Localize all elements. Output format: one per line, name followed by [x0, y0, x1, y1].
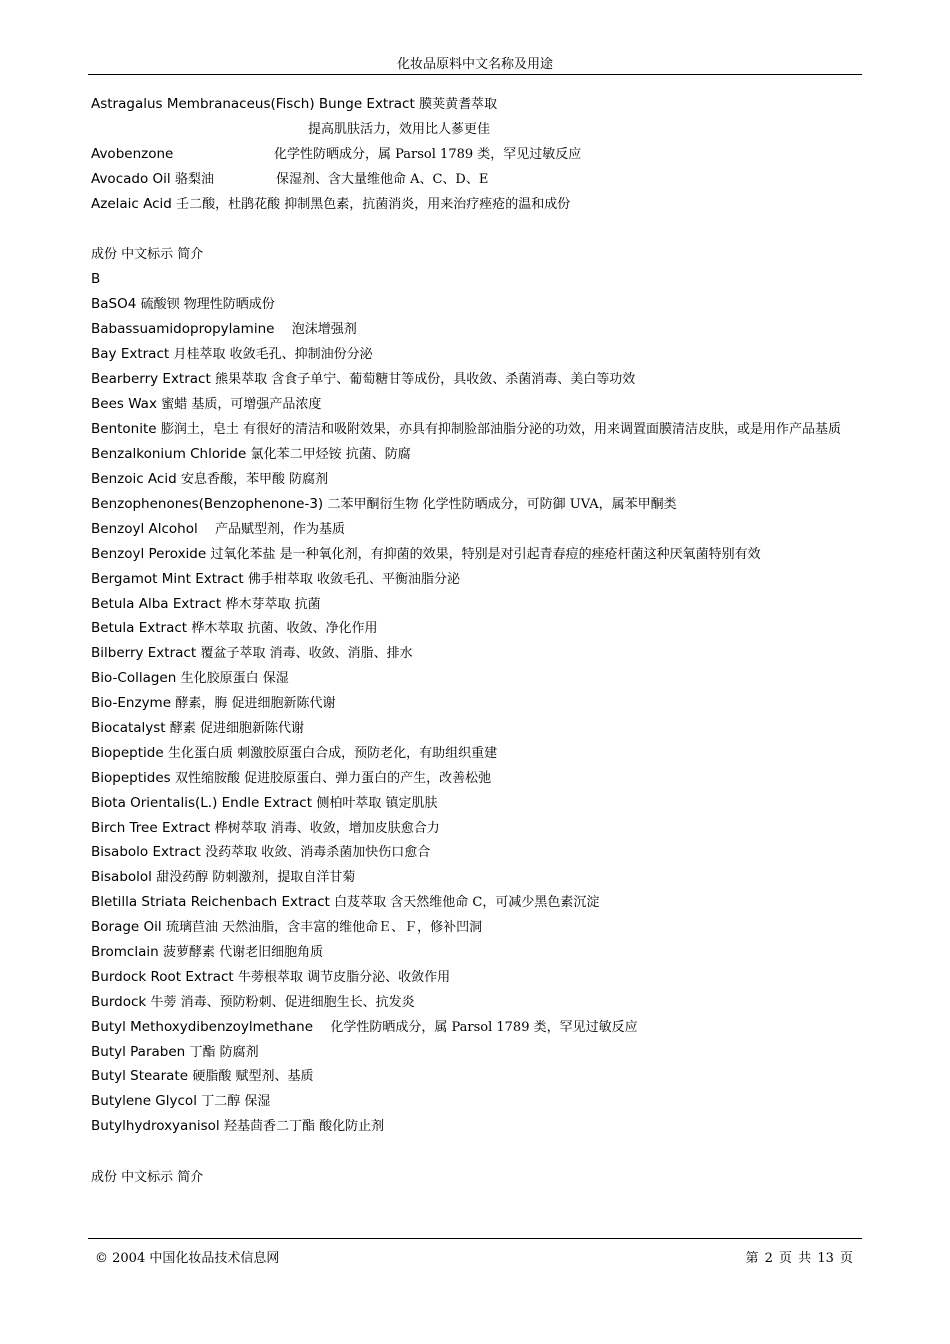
ingredient-name: Butyl Stearate	[91, 1068, 189, 1085]
ingredient-description: 壬二酸，杜鹃花酸 抑制黑色素，抗菌消炎，用来治疗痤疮的温和成份	[176, 196, 571, 212]
ingredient-description: 硫酸钡 物理性防晒成份	[140, 297, 275, 313]
ingredient-description: 牛蒡根萃取 调节皮脂分泌、收敛作用	[238, 969, 451, 985]
footer-page-number: 第 2 页 共 13 页	[745, 1251, 853, 1266]
ingredient-description: 酵素 促进细胞新陈代谢	[169, 720, 305, 736]
list-item	[91, 1064, 861, 1089]
ingredient-description: 生化胶原蛋白 保湿	[180, 671, 289, 687]
ingredient-description: 没药萃取 收敛、消毒杀菌加快伤口愈合	[205, 845, 431, 861]
list-item	[91, 467, 861, 492]
ingredient-name: Bilberry Extract	[91, 645, 197, 662]
ingredient-description: 膜荚黄耆萃取	[419, 97, 498, 112]
list-item	[91, 791, 861, 816]
list-item	[91, 691, 861, 716]
ingredient-name: Benzoyl Alcohol	[91, 520, 198, 537]
list-item	[91, 1015, 861, 1040]
ingredient-name: Bisabolo Extract	[91, 844, 201, 861]
list-item	[91, 492, 861, 517]
ingredient-description: 化学性防晒成分，属 Parsol 1789 类，罕见过敏反应	[274, 146, 582, 162]
ingredient-chinese-name: 骆梨油	[174, 171, 214, 187]
ingredient-name: Avocado Oil	[91, 170, 171, 187]
list-item	[91, 317, 861, 342]
ingredient-description: 保湿剂、含大量维他命 A、C、D、E	[275, 171, 489, 187]
list-item	[91, 766, 861, 791]
footer-copyright: © 2004 中国化妆品技术信息网	[95, 1251, 280, 1266]
entry-astragalus-note	[91, 117, 861, 142]
list-item	[91, 1114, 861, 1139]
list-item	[91, 816, 861, 841]
ingredient-name: Betula Extract	[91, 620, 188, 637]
ingredient-name: Birch Tree Extract	[91, 819, 211, 836]
list-item	[91, 542, 861, 567]
ingredient-name: Burdock Root Extract	[91, 968, 234, 985]
ingredient-description: 琉璃苣油 天然油脂，含丰富的维他命Ｅ、Ｆ，修补凹洞	[165, 920, 483, 936]
ingredient-name: Butylene Glycol	[91, 1093, 197, 1110]
list-item	[91, 567, 861, 592]
list-item	[91, 292, 861, 317]
header-divider	[88, 74, 862, 75]
ingredient-description: 酵素，脢 促进细胞新陈代谢	[175, 696, 336, 712]
list-item	[91, 840, 861, 865]
ingredient-description: 化学性防晒成分，属 Parsol 1789 类，罕见过敏反应	[317, 1019, 638, 1035]
ingredient-description: 提高肌肤活力，效用比人蔘更佳	[308, 121, 491, 137]
ingredient-description: 安息香酸，苯甲酸 防腐剂	[180, 472, 329, 488]
ingredient-name: Benzophenones(Benzophenone-3)	[91, 495, 324, 512]
ingredient-description: 膨润土，皂土 有很好的清洁和吸附效果，亦具有抑制脸部油脂分泌的功效，用来调置面膜清洁皮肤，或是用作产品基质	[160, 421, 842, 437]
ingredient-description: 蜜蜡 基质，可增强产品浓度	[161, 396, 322, 412]
ingredient-name: Butyl Paraben	[91, 1043, 186, 1060]
ingredient-name: Bay Extract	[91, 346, 170, 363]
ingredient-name: Biota Orientalis(L.) Endle Extract	[91, 794, 313, 811]
entry-astragalus	[91, 92, 861, 117]
ingredient-description: 桦树萃取 消毒、收敛，增加皮肤愈合力	[214, 820, 440, 836]
ingredient-name: Bentonite	[91, 420, 157, 437]
list-item	[91, 940, 861, 965]
list-item	[91, 392, 861, 417]
ingredient-name: Bisabolol	[91, 869, 152, 886]
section-columns-header	[91, 1165, 861, 1190]
ingredient-name: Bearberry Extract	[91, 370, 211, 387]
section-columns-header	[91, 242, 861, 267]
ingredient-description: 双性缩胺酸 促进胶原蛋白、弹力蛋白的产生，改善松弛	[174, 770, 492, 786]
list-item	[91, 990, 861, 1015]
ingredient-description: 羟基茴香二丁酯 酸化防止剂	[223, 1119, 385, 1135]
ingredient-name: Bio-Enzyme	[91, 695, 172, 712]
list-item	[91, 442, 861, 467]
list-item	[91, 592, 861, 617]
ingredient-name: Benzalkonium Chloride	[91, 446, 247, 463]
ingredient-name: Avobenzone	[91, 145, 174, 162]
ingredient-name: BaSO4	[91, 296, 137, 313]
ingredient-name: Burdock	[91, 993, 147, 1010]
ingredient-description: 菠萝酵素 代谢老旧细胞角质	[162, 945, 324, 960]
ingredient-description: 甜没药醇 防刺激剂，提取自洋甘菊	[156, 870, 356, 886]
list-item	[91, 641, 861, 666]
ingredient-name: Borage Oil	[91, 919, 162, 936]
list-item	[91, 965, 861, 990]
footer-divider	[88, 1238, 862, 1239]
ingredient-description: 产品赋型剂，作为基质	[202, 521, 346, 537]
ingredient-name: Betula Alba Extract	[91, 595, 222, 612]
ingredient-description: 侧柏叶萃取 镇定肌肤	[316, 795, 438, 811]
columns-header-text: 成份 中文标示 简介	[91, 1170, 204, 1186]
ingredient-name: Biopeptide	[91, 744, 164, 761]
entry-avobenzone	[91, 142, 861, 167]
ingredient-name: Astragalus Membranaceus(Fisch) Bunge Extract	[91, 96, 415, 112]
ingredient-description: 覆盆子萃取 消毒、收敛、消脂、排水	[200, 646, 413, 662]
ingredient-name: Benzoic Acid	[91, 471, 177, 488]
list-item	[91, 616, 861, 641]
ingredient-description: 丁二醇 保湿	[201, 1094, 271, 1110]
list-item	[91, 716, 861, 741]
list-item	[91, 865, 861, 890]
ingredient-name: Bergamot Mint Extract	[91, 570, 244, 587]
ingredient-description: 月桂萃取 收敛毛孔、抑制油份分泌	[173, 347, 373, 363]
ingredient-description: 桦木萃取 抗菌、收敛、净化作用	[191, 621, 378, 637]
list-item	[91, 890, 861, 915]
ingredient-description: 氯化苯二甲烃铵 抗菌、防腐	[250, 447, 411, 463]
ingredient-name: Babassuamidopropylamine	[91, 321, 275, 338]
ingredient-description: 生化蛋白质 刺激胶原蛋白合成，预防老化，有助组织重建	[167, 745, 498, 761]
list-item	[91, 417, 861, 443]
ingredient-name: Bromclain	[91, 944, 159, 960]
ingredient-description: 佛手柑萃取 收敛毛孔、平衡油脂分泌	[247, 571, 461, 587]
entry-list-b	[91, 292, 861, 1139]
entry-azelaic	[91, 192, 861, 217]
ingredient-description: 丁酯 防腐剂	[189, 1044, 259, 1060]
ingredient-description: 白芨萃取 含天然维他命 C，可减少黑色素沉淀	[334, 895, 600, 911]
ingredient-description: 泡沫增强剂	[278, 322, 357, 338]
list-item	[91, 367, 861, 392]
section-letter	[91, 267, 861, 292]
ingredient-description: 熊果萃取 含食子单宁、葡萄糖甘等成份，具收敛、杀菌消毒、美白等功效	[215, 371, 636, 387]
ingredient-name: Bletilla Striata Reichenbach Extract	[91, 894, 330, 911]
ingredient-name: Benzoyl Peroxide	[91, 545, 207, 562]
ingredient-name: Biopeptides	[91, 769, 171, 786]
ingredient-description: 牛蒡 消毒、预防粉刺、促进细胞生长、抗发炎	[150, 994, 415, 1010]
ingredient-description: 桦木芽萃取 抗菌	[225, 596, 321, 612]
list-item	[91, 1040, 861, 1065]
ingredient-description: 二苯甲酮衍生物 化学性防晒成分，可防御 UVA，属苯甲酮类	[327, 496, 677, 512]
ingredient-name: Bio-Collagen	[91, 670, 177, 687]
ingredient-name: Butyl Methoxydibenzoylmethane	[91, 1018, 314, 1035]
ingredient-name: Butylhydroxyanisol	[91, 1118, 220, 1135]
list-item	[91, 517, 861, 542]
section-letter-text: B	[91, 271, 101, 288]
columns-header-text: 成份 中文标示 简介	[91, 247, 204, 263]
document-body	[91, 92, 861, 1190]
ingredient-description: 硬脂酸 赋型剂、基质	[192, 1069, 314, 1085]
list-item	[91, 1089, 861, 1114]
list-item	[91, 342, 861, 367]
ingredient-name: Azelaic Acid	[91, 195, 172, 212]
ingredient-name: Bees Wax	[91, 395, 157, 412]
page-header-title: 化妆品原料中文名称及用途	[396, 57, 553, 72]
list-item	[91, 666, 861, 691]
ingredient-name: Biocatalyst	[91, 719, 166, 736]
ingredient-description: 过氧化苯盐 是一种氧化剂，有抑菌的效果，特别是对引起青春痘的痤疮杆菌这种厌氧菌特别有效	[210, 546, 761, 562]
entry-avocado	[91, 167, 861, 192]
list-item	[91, 741, 861, 766]
list-item	[91, 915, 861, 940]
